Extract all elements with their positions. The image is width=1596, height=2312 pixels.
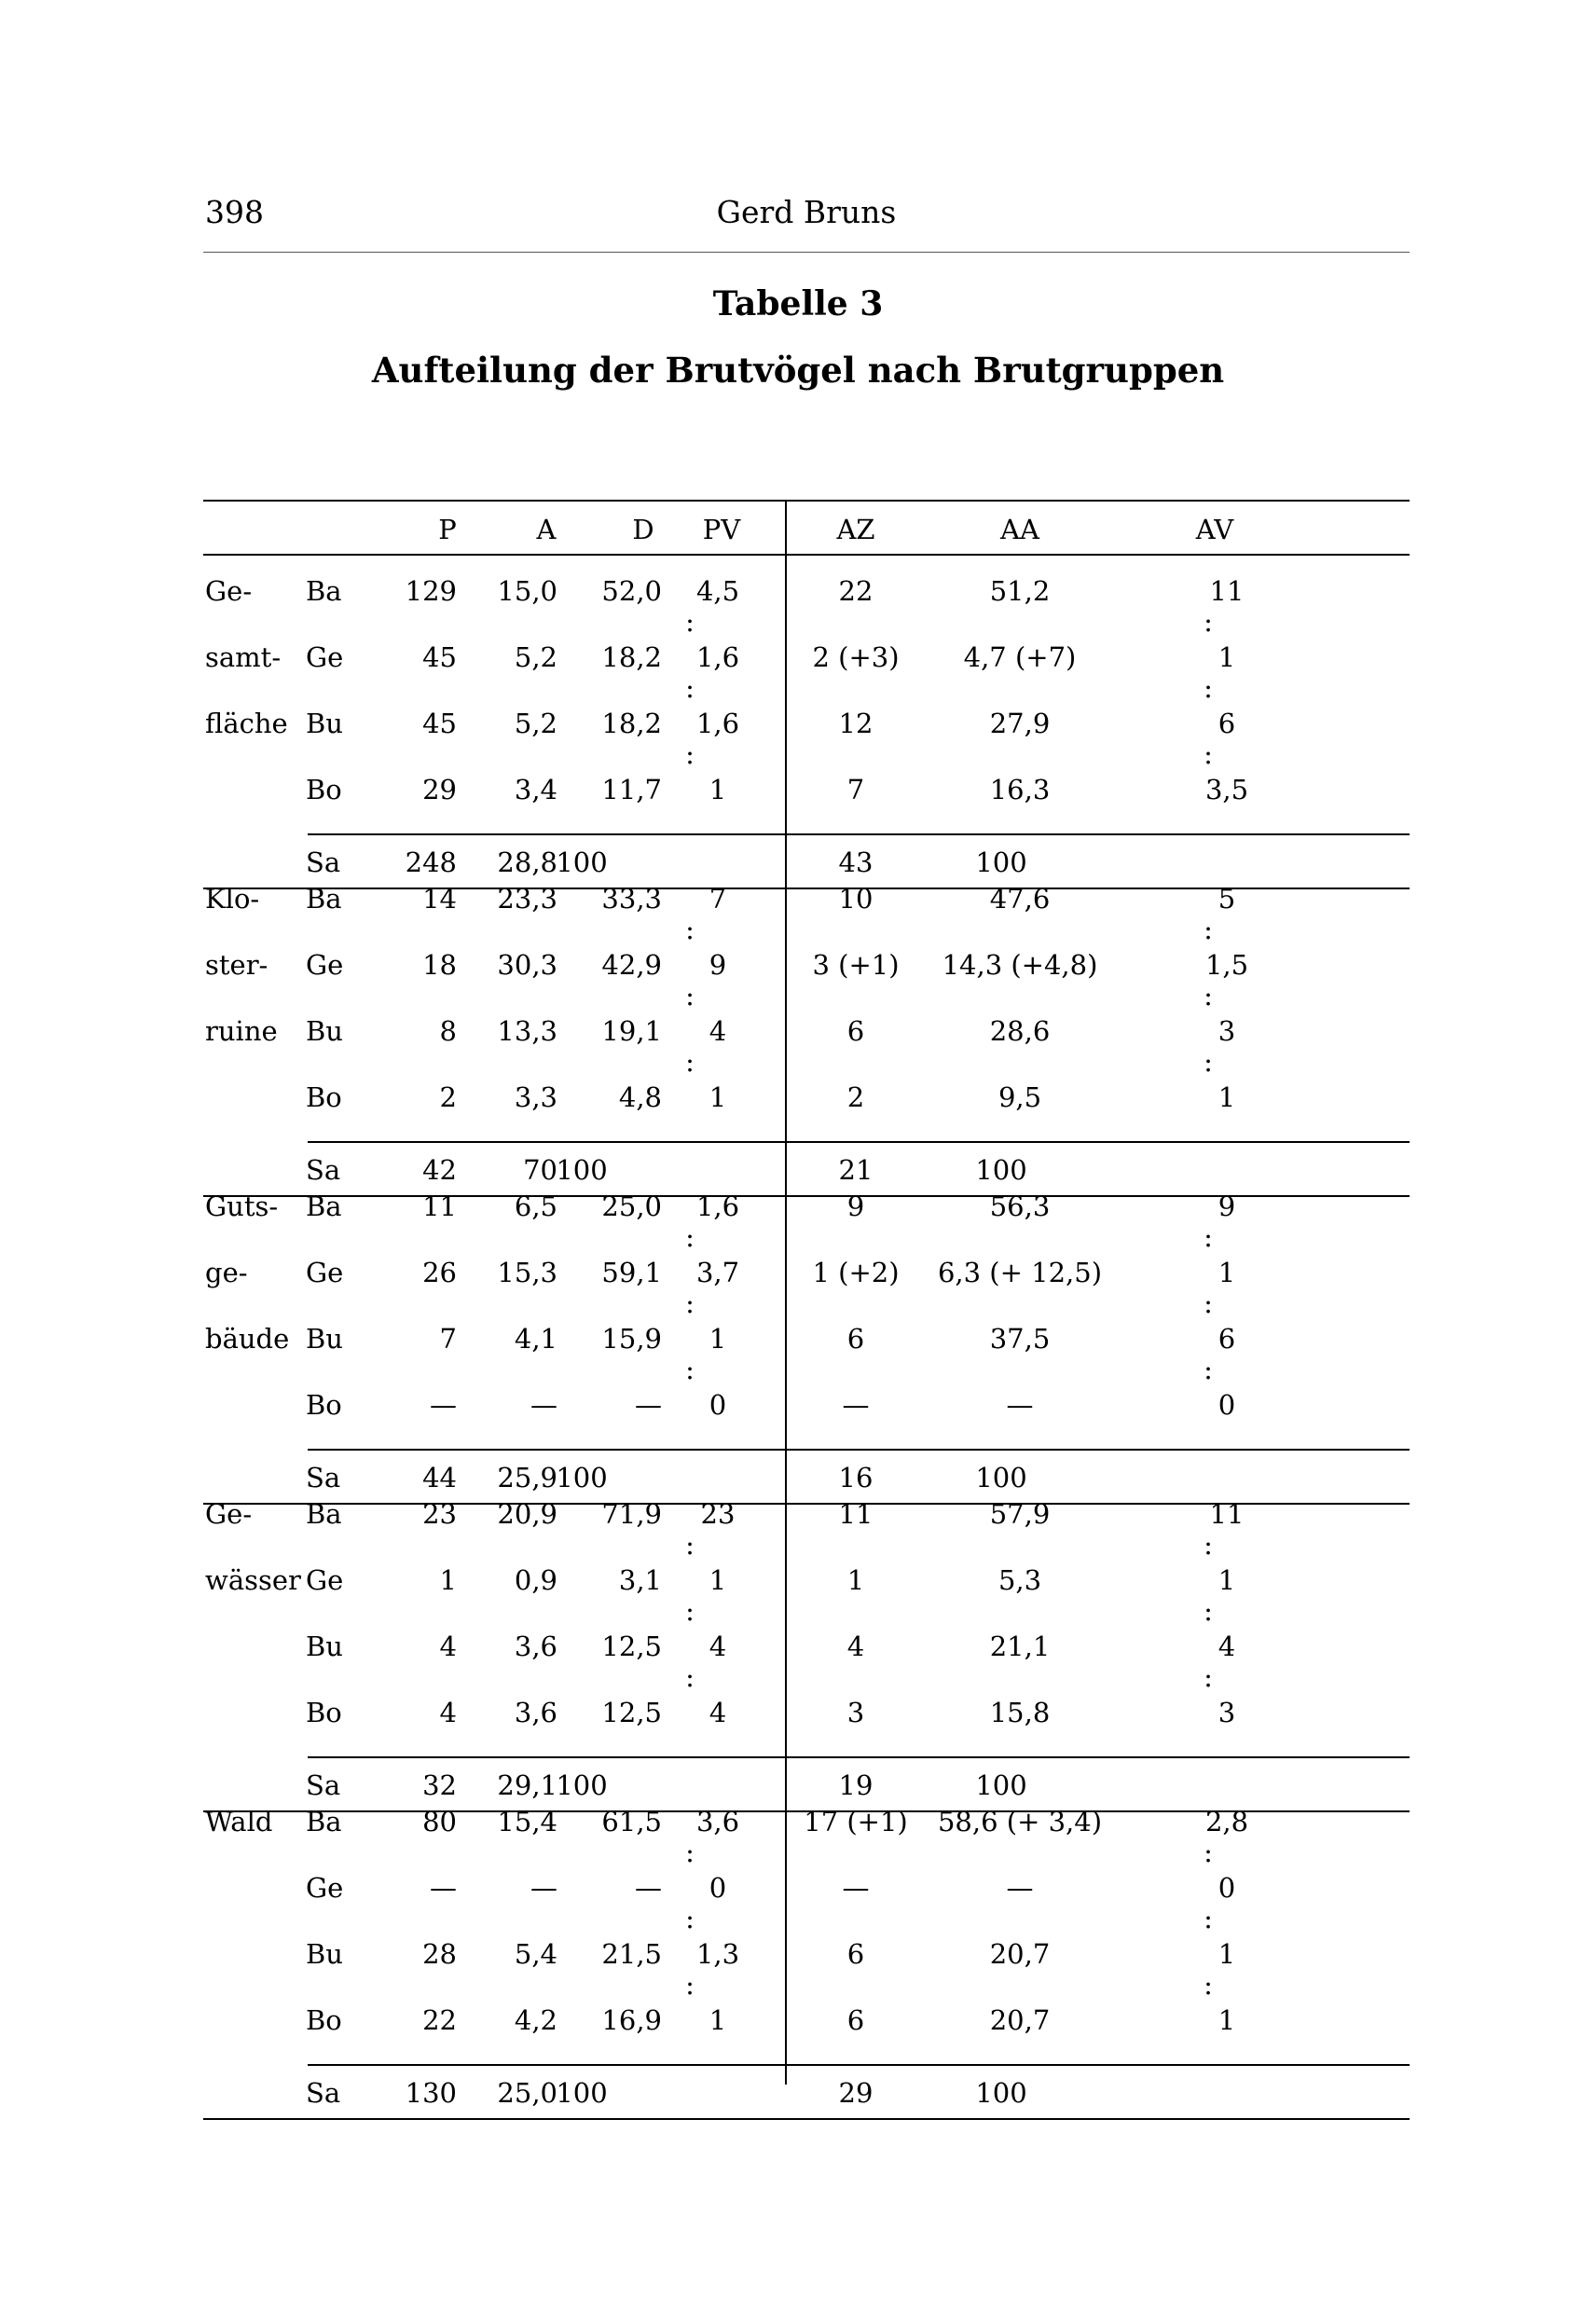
cell-d: 42,9 [601,949,662,981]
cell-d: 19,1 [601,1015,662,1047]
cell-p: 14 [422,883,457,915]
cell-av: 1 [1218,2004,1236,2036]
row-code: Bo [306,1389,342,1421]
row-code: Bo [306,1697,342,1728]
cell-aa: 58,6 (+ 3,4) [937,1806,1103,1837]
group-label: ge- [205,1257,248,1288]
row-code: Bo [306,2004,342,2036]
cell-az: 12 [838,708,874,739]
cell-pv: 1,6 [695,708,740,739]
cell-p: 129 [405,575,457,607]
cell-az: 3 [846,1697,865,1728]
sum-rule [308,1141,1410,1143]
group-label: ster- [205,949,268,981]
ratio-colon-av: : [1204,1969,1213,2001]
cell-av: 6 [1218,1323,1236,1355]
column-header-d: D [632,514,654,545]
cell-a: 30,3 [497,949,557,981]
ratio-colon-pv: : [685,1595,695,1627]
ratio-colon-av: : [1204,1595,1213,1627]
ratio-colon-av: : [1204,1221,1213,1253]
cell-pv: 3,7 [695,1257,740,1288]
cell-az: 3 (+1) [812,949,900,981]
ratio-colon-pv: : [685,914,695,945]
cell-av: 3 [1218,1697,1236,1728]
ratio-colon-av: : [1204,1287,1213,1319]
cell-aa: 28,6 [989,1015,1051,1047]
ratio-colon-pv: : [685,1969,695,2001]
ratio-colon-av: : [1204,738,1213,770]
cell-pv: 9 [709,949,727,981]
cell-pv: 4,5 [695,575,740,607]
column-header-p: P [438,514,457,545]
ratio-colon-pv: : [685,1661,695,1693]
cell-av: 3 [1218,1015,1236,1047]
sum-a: 28,8 [497,846,557,878]
cell-aa: 20,7 [989,2004,1051,2036]
sum-rule [308,833,1410,835]
cell-aa: 16,3 [989,774,1051,805]
sum-aa: 100 [975,1462,1027,1493]
cell-d: 71,9 [601,1498,662,1530]
header-bottom-rule [203,554,1410,556]
ratio-colon-pv: : [685,1529,695,1561]
cell-aa: 15,8 [989,1697,1051,1728]
row-code: Ge [306,1257,344,1288]
cell-a: 15,4 [497,1806,557,1837]
cell-aa: 57,9 [989,1498,1051,1530]
cell-pv: 1,6 [695,1190,740,1222]
sum-d: 100 [556,2077,608,2109]
cell-a: 23,3 [497,883,557,915]
cell-aa: — [1006,1872,1034,1904]
ratio-colon-av: : [1204,1661,1213,1693]
ratio-colon-av: : [1204,980,1213,1012]
group-label: Ge- [205,1498,253,1530]
ratio-colon-pv: : [685,1354,695,1385]
cell-p: 4 [439,1697,457,1728]
cell-av: 5 [1218,883,1236,915]
row-code: Ba [306,1190,342,1222]
group-label: samt- [205,641,282,673]
sum-az: 16 [838,1462,874,1493]
cell-pv: 1,3 [695,1938,740,1970]
cell-aa: 4,7 (+7) [963,641,1077,673]
cell-az: 11 [838,1498,874,1530]
sum-rule [308,2064,1410,2066]
sum-code: Sa [306,1769,341,1801]
cell-d: 12,5 [601,1631,662,1662]
sum-d: 100 [556,1154,608,1186]
cell-av: 11 [1209,575,1245,607]
cell-a: 3,4 [514,774,557,805]
cell-pv: 1 [709,1564,727,1596]
ratio-colon-av: : [1204,1046,1213,1078]
row-code: Bo [306,1081,342,1113]
cell-d: 21,5 [601,1938,662,1970]
sum-d: 100 [556,846,608,878]
cell-d: 18,2 [601,641,662,673]
cell-aa: 27,9 [989,708,1051,739]
cell-az: 9 [846,1190,865,1222]
column-divider [785,500,787,2085]
sum-p: 42 [422,1154,457,1186]
sum-az: 29 [838,2077,874,2109]
cell-a: — [530,1872,557,1904]
cell-d: — [635,1389,662,1421]
sum-d: 100 [556,1462,608,1493]
cell-pv: 7 [709,883,727,915]
sum-az: 19 [838,1769,874,1801]
cell-p: 45 [422,641,457,673]
group-label: ruine [205,1015,278,1047]
cell-av: 6 [1218,708,1236,739]
cell-aa: — [1006,1389,1034,1421]
table-subtitle: Aufteilung der Brutvögel nach Brutgruppen [371,350,1225,391]
cell-a: 15,0 [497,575,557,607]
ratio-colon-av: : [1204,1529,1213,1561]
ratio-colon-av: : [1204,914,1213,945]
cell-d: 12,5 [601,1697,662,1728]
column-header-av: AV [1195,514,1234,545]
cell-av: 9 [1218,1190,1236,1222]
sum-aa: 100 [975,846,1027,878]
sum-aa: 100 [975,2077,1027,2109]
cell-az: 7 [846,774,865,805]
cell-d: 3,1 [618,1564,662,1596]
running-head [205,194,1408,241]
cell-aa: 47,6 [989,883,1051,915]
group-label: wässer [205,1564,301,1596]
cell-az: 22 [838,575,874,607]
cell-pv: 1 [709,774,727,805]
row-code: Ba [306,883,342,915]
cell-p: 45 [422,708,457,739]
cell-p: 8 [439,1015,457,1047]
cell-pv: 1 [709,1323,727,1355]
column-header-az: AZ [836,514,875,545]
running-head-author: Gerd Bruns [716,194,897,230]
cell-d: 33,3 [601,883,662,915]
group-bottom-rule [203,2118,1410,2120]
sum-p: 32 [422,1769,457,1801]
cell-aa: 56,3 [989,1190,1051,1222]
cell-az: 1 (+2) [812,1257,900,1288]
cell-az: 6 [846,2004,865,2036]
sum-aa: 100 [975,1154,1027,1186]
cell-aa: 9,5 [998,1081,1042,1113]
ratio-colon-av: : [1204,1354,1213,1385]
ratio-colon-pv: : [685,738,695,770]
cell-d: 4,8 [618,1081,662,1113]
cell-aa: 6,3 (+ 12,5) [937,1257,1103,1288]
sum-p: 130 [405,2077,457,2109]
cell-pv: 1 [709,2004,727,2036]
cell-pv: 23 [700,1498,736,1530]
cell-a: 3,6 [514,1697,557,1728]
cell-az: 4 [846,1631,865,1662]
group-label: fläche [205,708,288,739]
cell-a: 20,9 [497,1498,557,1530]
cell-az: 2 (+3) [812,641,900,673]
cell-a: 4,1 [514,1323,557,1355]
sum-a: 25,9 [497,1462,557,1493]
cell-p: — [430,1872,457,1904]
cell-a: 5,2 [514,708,557,739]
row-code: Ba [306,575,342,607]
column-header-aa: AA [1000,514,1039,545]
row-code: Bu [306,1631,343,1662]
cell-a: 13,3 [497,1015,557,1047]
cell-av: 1,5 [1204,949,1249,981]
cell-p: 2 [439,1081,457,1113]
cell-aa: 21,1 [989,1631,1051,1662]
cell-av: 1 [1218,1938,1236,1970]
cell-d: 11,7 [601,774,662,805]
row-code: Bo [306,774,342,805]
cell-av: 2,8 [1204,1806,1249,1837]
cell-av: 1 [1218,1081,1236,1113]
row-code: Ba [306,1806,342,1837]
cell-pv: 0 [709,1389,727,1421]
cell-p: 28 [422,1938,457,1970]
cell-av: 4 [1218,1631,1236,1662]
cell-a: 3,6 [514,1631,557,1662]
sum-a: 25,0 [497,2077,557,2109]
cell-aa: 5,3 [998,1564,1042,1596]
cell-a: — [530,1389,557,1421]
cell-az: — [842,1389,870,1421]
sum-code: Sa [306,1462,341,1493]
table-title: Tabelle 3 [712,284,884,323]
cell-p: 26 [422,1257,457,1288]
row-code: Ge [306,1564,344,1596]
sum-a: 70 [523,1154,557,1186]
cell-av: 11 [1209,1498,1245,1530]
cell-p: 7 [439,1323,457,1355]
cell-av: 1 [1218,641,1236,673]
cell-az: 6 [846,1938,865,1970]
sum-code: Sa [306,1154,341,1186]
ratio-colon-pv: : [685,1837,695,1868]
cell-a: 3,3 [514,1081,557,1113]
row-code: Bu [306,1323,343,1355]
row-code: Bu [306,1015,343,1047]
cell-av: 1 [1218,1257,1236,1288]
cell-d: 18,2 [601,708,662,739]
cell-az: 6 [846,1323,865,1355]
cell-a: 5,4 [514,1938,557,1970]
row-code: Ba [306,1498,342,1530]
sum-p: 248 [405,846,457,878]
row-code: Ge [306,641,344,673]
ratio-colon-av: : [1204,1837,1213,1868]
cell-pv: 3,6 [695,1806,740,1837]
cell-pv: 1,6 [695,641,740,673]
group-label: Guts- [205,1190,279,1222]
cell-pv: 4 [709,1631,727,1662]
ratio-colon-av: : [1204,672,1213,704]
cell-p: 11 [422,1190,457,1222]
cell-d: 16,9 [601,2004,662,2036]
cell-az: 17 (+1) [804,1806,908,1837]
sum-rule [308,1449,1410,1451]
cell-pv: 0 [709,1872,727,1904]
sum-p: 44 [422,1462,457,1493]
sum-a: 29,1 [497,1769,557,1801]
cell-d: 61,5 [601,1806,662,1837]
row-code: Bu [306,708,343,739]
cell-a: 6,5 [514,1190,557,1222]
page-number: 398 [205,194,264,230]
cell-p: 29 [422,774,457,805]
ratio-colon-pv: : [685,606,695,638]
ratio-colon-pv: : [685,1221,695,1253]
cell-pv: 4 [709,1697,727,1728]
cell-p: 23 [422,1498,457,1530]
cell-aa: 51,2 [989,575,1051,607]
sum-code: Sa [306,2077,341,2109]
cell-aa: 14,3 (+4,8) [942,949,1098,981]
row-code: Ge [306,949,344,981]
cell-av: 0 [1218,1389,1236,1421]
cell-av: 0 [1218,1872,1236,1904]
ratio-colon-pv: : [685,1046,695,1078]
cell-p: 80 [422,1806,457,1837]
column-header-a: A [536,514,557,545]
cell-a: 15,3 [497,1257,557,1288]
cell-p: 18 [422,949,457,981]
cell-av: 1 [1218,1564,1236,1596]
cell-aa: 20,7 [989,1938,1051,1970]
ratio-colon-av: : [1204,606,1213,638]
cell-pv: 4 [709,1015,727,1047]
group-label: Wald [205,1806,273,1837]
sum-az: 21 [838,1154,874,1186]
cell-d: 15,9 [601,1323,662,1355]
cell-pv: 1 [709,1081,727,1113]
sum-rule [308,1756,1410,1758]
breeding-groups-table [203,500,1410,2109]
sum-aa: 100 [975,1769,1027,1801]
sum-az: 43 [838,846,874,878]
ratio-colon-av: : [1204,1903,1213,1934]
cell-a: 0,9 [514,1564,557,1596]
cell-az: — [842,1872,870,1904]
row-code: Bu [306,1938,343,1970]
sum-code: Sa [306,846,341,878]
cell-az: 2 [846,1081,865,1113]
cell-d: 59,1 [601,1257,662,1288]
cell-az: 10 [838,883,874,915]
cell-av: 3,5 [1204,774,1249,805]
sum-d: 100 [556,1769,608,1801]
cell-p: 4 [439,1631,457,1662]
cell-p: 1 [439,1564,457,1596]
cell-p: — [430,1389,457,1421]
ratio-colon-pv: : [685,1287,695,1319]
group-label: Klo- [205,883,260,915]
ratio-colon-pv: : [685,1903,695,1934]
cell-p: 22 [422,2004,457,2036]
cell-az: 6 [846,1015,865,1047]
table-top-rule [203,500,1410,502]
column-header-pv: PV [702,514,741,545]
group-label: Ge- [205,575,253,607]
cell-aa: 37,5 [989,1323,1051,1355]
group-label: bäude [205,1323,290,1355]
ratio-colon-pv: : [685,672,695,704]
row-code: Ge [306,1872,344,1904]
header-rule [203,252,1410,253]
cell-az: 1 [846,1564,865,1596]
cell-a: 4,2 [514,2004,557,2036]
cell-d: 52,0 [601,575,662,607]
cell-d: — [635,1872,662,1904]
cell-a: 5,2 [514,641,557,673]
ratio-colon-pv: : [685,980,695,1012]
cell-d: 25,0 [601,1190,662,1222]
